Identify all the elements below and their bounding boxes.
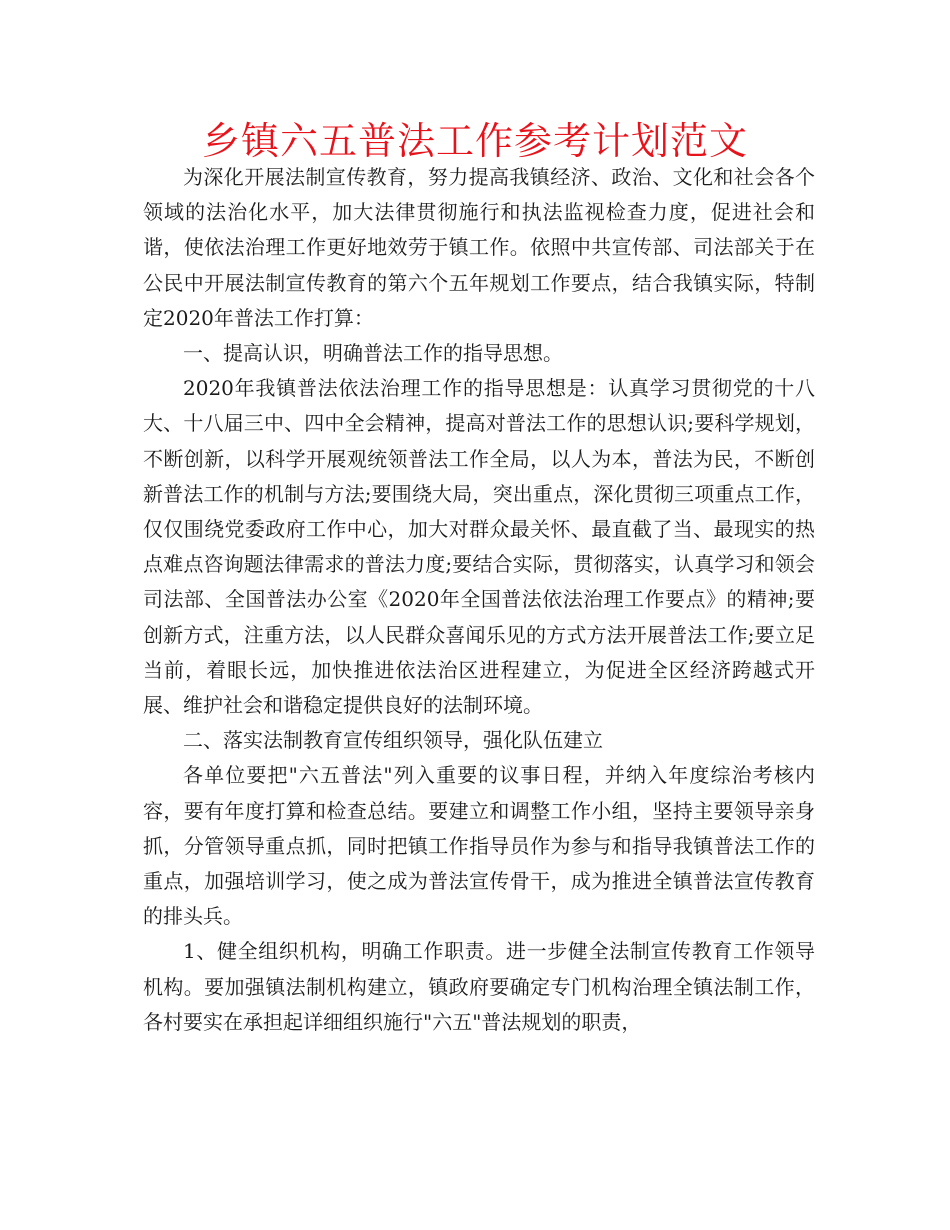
- document-title: 乡镇六五普法工作参考计划范文: [201, 119, 748, 163]
- heading-section-1: 一、提高认识，明确普法工作的指导思想。: [183, 341, 563, 366]
- document-body: [143, 160, 815, 1040]
- paragraph-intro: 为深化开展法制宣传教育，努力提高我镇经济、政治、文化和社会各个领域的法治化水平，加大法律贯彻施行和执法监视检查力度，促进社会和谐，使依法治理工作更好地效劳于镇工作。依照中共宣传部、司法部关于在公民中开展法制宣传教育的第六个五年规划工作要点，结合我镇实际，特制定2020年普法工作打算：: [143, 165, 815, 330]
- paragraph-guiding-ideology: 2020年我镇普法依法治理工作的指导思想是：认真学习贯彻党的十八大、十八届三中、四中全会精神，提高对普法工作的思想认识;要科学规划，不断创新，以科学开展观统领普法工作全局，以人为本，普法为民，不断创新普法工作的机制与方法;要围绕大局，突出重点，深化贯彻三项重点工作，仅仅围绕党委政府工作中心，加大对群众最关怀、最直截了当、最现实的热点难点咨询题法律需求的普法力度;要结合实际，贯彻落实，认真学习和领会司法部、全国普法办公室《2020年全国普法依法治理工作要点》的精神;要创新方式，注重方法，以人民群众喜闻乐见的方式方法开展普法工作;要立足当前，着眼长远，加快推进依法治区进程建立，为促进全区经济跨越式开展、维护社会和谐稳定提供良好的法制环境。: [143, 376, 815, 718]
- heading-section-2: 二、落实法制教育宣传组织领导，强化队伍建立: [183, 728, 603, 753]
- paragraph-leadership: 各单位要把"六五普法"列入重要的议事日程，并纳入年度综治考核内容，要有年度打算和检查总结。要建立和调整工作小组，坚持主要领导亲身抓，分管领导重点抓，同时把镇工作指导员作为参与和指导我镇普法工作的重点，加强培训学习，使之成为普法宣传骨干，成为推进全镇普法宣传教育的排头兵。: [143, 763, 815, 929]
- paragraph-organization: 1、健全组织机构，明确工作职责。进一步健全法制宣传教育工作领导机构。要加强镇法制机构建立，镇政府要确定专门机构治理全镇法制工作，各村要实在承担起详细组织施行"六五"普法规划的职责，: [143, 939, 815, 1034]
